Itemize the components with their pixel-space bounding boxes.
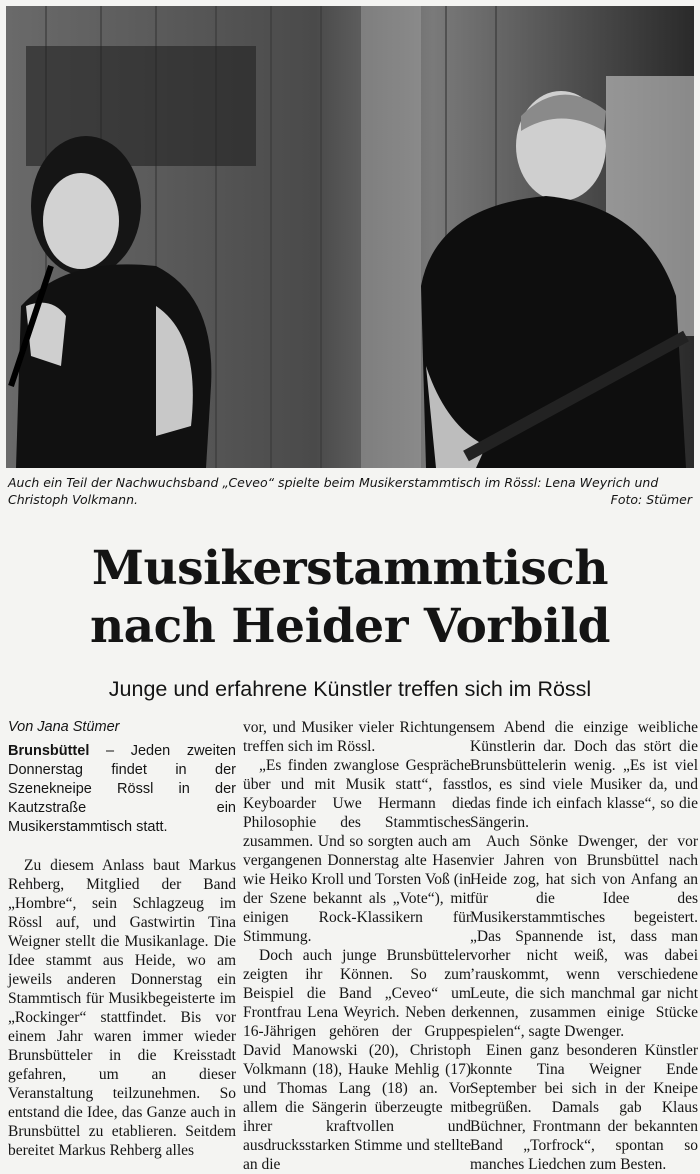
band-photo-illustration (6, 6, 694, 468)
headline-line-1: Musikerstammtisch (91, 541, 609, 596)
paragraph-3-continued: sem Abend die einzige weibliche Künstlerin dar. Doch das stört die Brunsbüttelerin wenig. „Es ist viel los, es sind viele Musiker da, und das finde ich einfach klasse“, so die Sängerin. (470, 719, 698, 831)
paragraph-1: Zu diesem Anlass baut Markus Rehberg, Mitglied der Band „Hombre“, sein Schlagzeug im Rössl auf, und Gastwirtin Tina Weigner stellt die Musikanlage. Die Idee stammt aus Heide, wo am jeweils anderen Donnerstag ein Stammtisch für Musikbegeisterte im „Rockinger“ stattfindet. Bis vor einem Jahr waren immer wieder Brunsbütteler in die Kreisstadt gefahren, um an dieser Veranstaltung teilzunehmen. So entstand die Idee, das Ganze auch in Brunsbüttel zu etablieren. Seitdem bereitet Markus Rehberg alles (8, 857, 236, 1159)
article-column-2 (243, 718, 471, 1174)
photo-caption (8, 474, 694, 508)
headline-line-2: nach Heider Vorbild (89, 599, 611, 654)
lead-paragraph (8, 742, 236, 837)
subheadline: Junge und erfahrene Künstler treffen sich im Rössl (108, 677, 592, 701)
photo-credit: Foto: Stümer (610, 492, 692, 507)
article-column-1 (8, 718, 236, 1160)
dateline: Brunsbüttel (8, 743, 90, 759)
article-column-3 (470, 718, 698, 1174)
caption-text: Auch ein Teil der Nachwuchsband „Ceveo“ spielte beim Musikerstammtisch im Rössl: Lena Weyrich und Christoph Volkmann. (8, 475, 659, 507)
paragraph-1-continued: vor, und Musiker vieler Richtungen treffen sich im Rössl. (243, 719, 471, 755)
lead-text: – Jeden zweiten Donnerstag findet in der Szenekneipe Rössl in der Kautzstraße ein Musikerstammtisch statt. (8, 743, 236, 835)
paragraph-2: „Es finden zwanglose Gespräche über und mit Musik statt“, fasst Keyboarder Uwe Hermann die Philosophie des Stammtisches zusammen. Und so sorgten auch am vergangenen Donnerstag alte Hasen wie Heiko Kroll und Torsten Voß (in der Szene bekannt als „Vote“), mit einigen Rock-Klassikern für Stimmung. (243, 757, 471, 945)
headline (0, 540, 700, 656)
paragraph-4: Auch Sönke Dwenger, der vor vier Jahren von Brunsbüttel nach Heide zog, hat sich von Anfang an für die Idee des Musikerstammtisches begeistert. „Das Spannende ist, dass man vorher nicht weiß, was dabei ’rauskommt, wenn verschiedene Leute, die sich manchmal gar nicht kennen, zusammen einige Stücke spielen“, sagte Dwenger. (470, 833, 698, 1040)
byline: Von Jana Stümer (8, 719, 120, 735)
band-photo (6, 6, 694, 468)
paragraph-5: Einen ganz besonderen Künstler konnte Tina Weigner Ende September bei sich in der Kneipe begrüßen. Damals gab Klaus Büchner, Frontmann der bekannten Band „Torfrock“, spontan so manches Liedchen zum Besten. (470, 1042, 698, 1173)
paragraph-3: Doch auch junge Brunsbütteler zeigten ihr Können. So zum Beispiel die Band „Ceveo“ um Frontfrau Lena Weyrich. Neben der 16-Jährigen gehören der Gruppe David Manowski (20), Christoph Volkmann (18), Hauke Mehlig (17) und Thomas Lang (18) an. Vor allem die Sängerin überzeugte mit ihrer kraftvollen und ausdrucksstarken Stimme und stellte an die (243, 947, 471, 1173)
